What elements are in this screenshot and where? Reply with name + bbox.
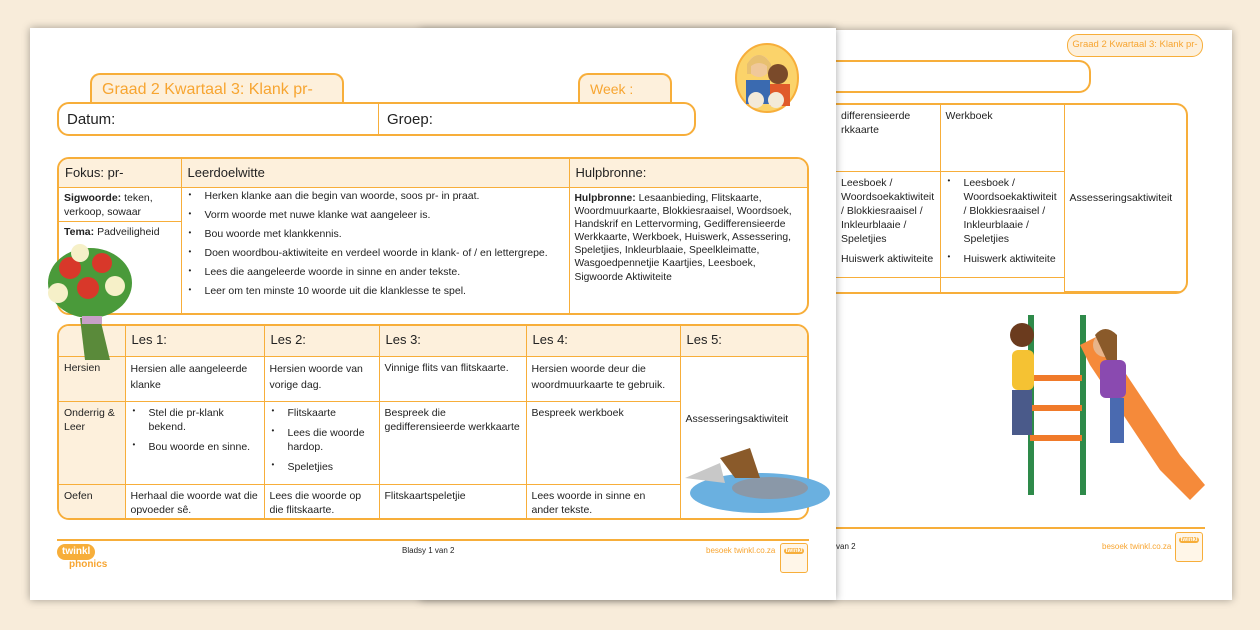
list-item: • Speletjies	[270, 460, 374, 474]
logo-top: twinkl	[57, 544, 95, 560]
les3-header: Les 3:	[379, 326, 526, 356]
footer-line	[57, 539, 809, 541]
back-les5-cell	[1064, 105, 1186, 292]
goal-item: • Herken klanke aan die begin van woorde, soos pr- in praat.	[187, 190, 564, 203]
groep-label: Groep:	[387, 111, 433, 128]
cell: Werkboek	[940, 105, 1064, 171]
sigwoorde-value: teken, verkoop, sowaar	[64, 191, 153, 218]
datum-groep-row	[57, 102, 696, 136]
week-tab: Week :	[578, 73, 672, 103]
badge-text: twinkl	[1180, 537, 1198, 543]
sigwoorde	[59, 188, 181, 222]
cell	[940, 277, 1064, 291]
leerdoelwitte-header: Leerdoelwitte	[181, 159, 569, 187]
cell: Herhaal die woorde wat die opvoeder sê.	[125, 485, 264, 520]
hulpbronne-cell	[569, 187, 807, 313]
back-footer-site: besoek twinkl.co.za	[1102, 542, 1172, 551]
cell	[836, 277, 940, 291]
cell-text: Huiswerk aktiwiteite	[841, 253, 934, 266]
goal-item: • Leer om ten minste 10 woorde uit die klanklesse te spel.	[187, 285, 564, 298]
cell	[836, 171, 940, 277]
cell: Flitskaartspeletjie	[379, 485, 526, 520]
datum-field[interactable]	[59, 104, 379, 134]
back-header-tab: Graad 2 Kwartaal 3: Klank pr-	[1067, 34, 1203, 57]
children-slide-illustration	[1000, 305, 1220, 525]
goal-item: • Lees die aangeleerde woorde in sinne en ander tekste.	[187, 266, 564, 279]
groep-field[interactable]	[379, 104, 694, 134]
row-label-onderrig: Onderrig & Leer	[59, 401, 125, 485]
title-tab: Graad 2 Kwartaal 3: Klank pr-	[90, 73, 344, 103]
badge-text: twinkl	[785, 548, 803, 554]
logo-bottom: phonics	[69, 559, 108, 570]
back-footer-line	[836, 527, 1205, 529]
quality-badge	[1175, 532, 1203, 562]
hulpbronne-header: Hulpbronne:	[569, 159, 807, 187]
info-table	[57, 157, 809, 315]
flower-bouquet-illustration	[40, 238, 140, 363]
cell: Hersien alle aangeleerde klanke	[125, 356, 264, 401]
tema-label: Tema:	[64, 225, 95, 238]
list-item: • Stel die pr-klank bekend.	[131, 406, 259, 434]
list-item: • Bou woorde en sinne.	[131, 440, 259, 454]
cell	[264, 401, 379, 485]
cell: differensieerde rkkaarte	[836, 105, 940, 171]
cell	[940, 171, 1064, 277]
cell: Bespreek die gedifferensieerde werkkaarte	[379, 401, 526, 485]
list-item: • Lees die woorde hardop.	[270, 426, 374, 454]
hulpbronne-label: Hulpbronne:	[574, 192, 636, 204]
les1-header: Les 1:	[125, 326, 264, 356]
quality-badge	[780, 543, 808, 573]
footer-site-link[interactable]: besoek twinkl.co.za	[706, 546, 776, 555]
cell: Vinnige flits van flitskaarte.	[379, 356, 526, 401]
list-item: • Huiswerk aktiwiteite	[946, 252, 1059, 266]
les5-text: Assesseringsaktiwiteit	[1069, 191, 1173, 204]
cell: Hersien woorde deur die woordmuurkaarte te gebruik.	[526, 356, 680, 401]
cell: Bespreek werkboek	[526, 401, 680, 485]
row-label-hersien: Hersien	[59, 356, 125, 401]
eagle-fish-illustration	[680, 438, 830, 518]
cell: Lees woorde in sinne en ander tekste.	[526, 485, 680, 520]
cell: Hersien woorde van vorige dag.	[264, 356, 379, 401]
cell: Lees die woorde op die flitskaarte.	[264, 485, 379, 520]
list-item: • Flitskaarte	[270, 406, 374, 420]
goal-item: • Doen woordbou-aktiwiteite en verdeel woorde in klank- of / en lettergrepe.	[187, 247, 564, 260]
goal-item: • Bou woorde met klankkennis.	[187, 228, 564, 241]
goals-cell	[181, 187, 569, 313]
back-lesson-table	[836, 103, 1188, 294]
hulpbronne-value: Lesaanbieding, Flitskaarte, Woordmuurkaarte, Blokkiesraaisel, Woordsoek, Handskrif en Lettervorming, Gedifferensieerde Werkkaarte, Werkboek, Huiswerk, Assessering, Speletjies, Inkleurblaaie, Speelkleimatte, Wasgoedpennetjie Kaartjies, Leesboek, Sigwoorde Aktiwiteite	[574, 192, 792, 283]
les2-header: Les 2:	[264, 326, 379, 356]
fokus-header: Fokus: pr-	[59, 159, 181, 187]
children-avatar-icon	[734, 42, 800, 114]
twinkl-phonics-logo	[57, 544, 107, 570]
datum-label: Datum:	[67, 111, 116, 128]
cell	[125, 401, 264, 485]
back-input-box	[800, 60, 1091, 93]
goal-item: • Vorm woorde met nuwe klanke wat aangeleer is.	[187, 209, 564, 222]
tema-value: Padveiligheid	[94, 225, 160, 238]
les5-text: Assesseringsaktiwiteit	[685, 412, 789, 425]
row-label-oefen: Oefen	[59, 485, 125, 520]
cell-text: Leesboek / Woordsoekaktiwiteit / Blokkiesraaisel / Inkleurblaaie / Speletjies	[841, 176, 935, 246]
footer-page-number: Bladsy 1 van 2	[402, 546, 455, 555]
les5-header: Les 5:	[680, 326, 807, 356]
back-footer-page: van 2	[836, 542, 856, 551]
sigwoorde-label: Sigwoorde:	[64, 191, 122, 204]
list-item: • Leesboek / Woordsoekaktiwiteit / Blokkiesraaisel / Inkleurblaaie / Speletjies	[946, 176, 1059, 247]
les4-header: Les 4:	[526, 326, 680, 356]
front-page-preview	[30, 28, 836, 600]
